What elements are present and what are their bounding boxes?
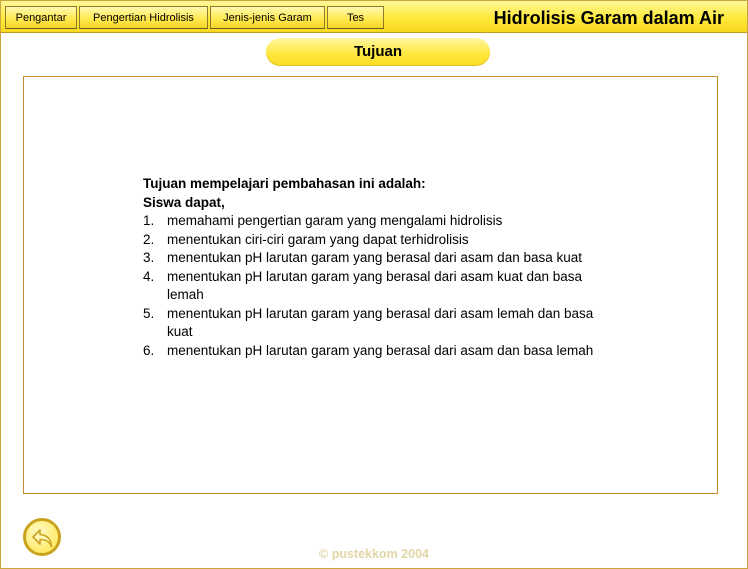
list-item xyxy=(143,231,603,250)
list-item-text: menentukan pH larutan garam yang berasal dari asam dan basa kuat xyxy=(167,250,582,265)
objectives-text xyxy=(143,175,603,360)
objectives-list xyxy=(143,212,603,360)
list-item xyxy=(143,342,603,361)
tab-pengantar[interactable]: Pengantar xyxy=(5,6,77,29)
list-item-number: 5. xyxy=(143,305,155,321)
list-item xyxy=(143,249,603,268)
list-item-text: menentukan pH larutan garam yang berasal dari asam kuat dan basa lemah xyxy=(167,268,582,302)
list-item-number: 2. xyxy=(143,231,155,247)
list-item xyxy=(143,212,603,231)
list-item-number: 4. xyxy=(143,268,155,284)
list-item-text: memahami pengertian garam yang mengalami hidrolisis xyxy=(167,213,503,228)
back-arrow-icon xyxy=(31,527,55,549)
section-title: Tujuan xyxy=(266,38,490,66)
tab-jenis-jenis-garam[interactable]: Jenis-jenis Garam xyxy=(210,6,325,29)
list-item-text: menentukan pH larutan garam yang berasal dari asam lemah dan basa kuat xyxy=(167,305,594,339)
list-item xyxy=(143,305,603,342)
list-item-number: 1. xyxy=(143,213,155,228)
list-item-text: menentukan pH larutan garam yang berasal dari asam dan basa lemah xyxy=(167,342,594,358)
top-navigation-bar xyxy=(1,1,747,33)
list-item-number: 3. xyxy=(143,250,155,265)
app-title: Hidrolisis Garam dalam Air xyxy=(493,8,724,28)
list-item-text: menentukan ciri-ciri garam yang dapat terhidrolisis xyxy=(167,231,469,247)
objectives-intro: Tujuan mempelajari pembahasan ini adalah: xyxy=(143,176,426,191)
objectives-subtitle: Siswa dapat, xyxy=(143,194,225,210)
tab-pengertian-hidrolisis[interactable]: Pengertian Hidrolisis xyxy=(79,6,208,29)
tab-tes[interactable]: Tes xyxy=(327,6,384,29)
list-item-number: 6. xyxy=(143,342,155,358)
list-item xyxy=(143,268,603,305)
copyright-footer: © pustekkom 2004 xyxy=(319,547,429,561)
